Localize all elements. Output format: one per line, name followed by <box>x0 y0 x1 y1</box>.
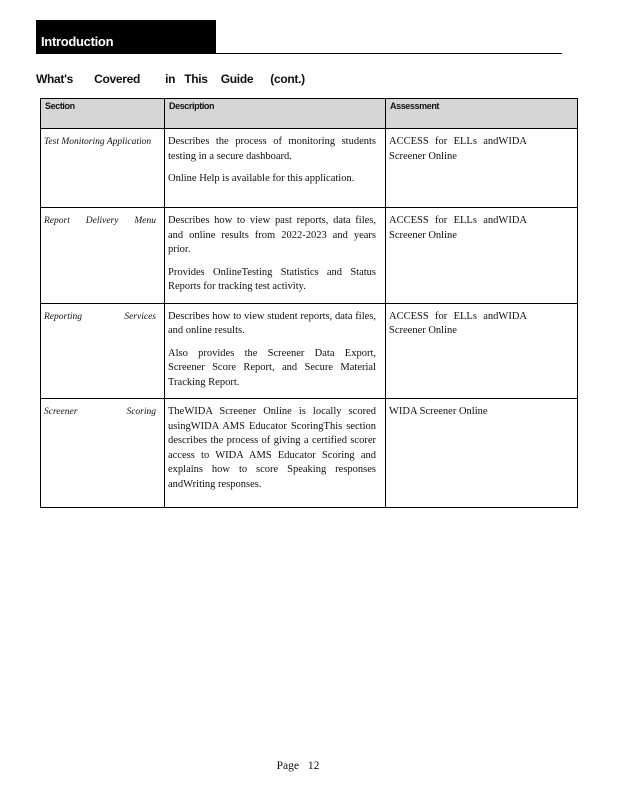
section-header: Introduction <box>36 20 216 54</box>
description-paragraph: Describes the process of monitoring students testing in a secure dashboard. <box>168 136 376 162</box>
subtitle-word: (cont.) <box>270 72 305 86</box>
table-row <box>41 399 578 508</box>
description-paragraph: Also provides the Screener Data Export, Screener Score Report, and Secure Material Tracking Report. <box>168 347 376 388</box>
description-cell <box>165 129 386 208</box>
description-cell <box>165 303 386 399</box>
description-paragraph: Describes how to view past reports, data files, and online results from 2022-2023 and years prior. <box>168 215 376 255</box>
assessment-cell: WIDA Screener Online <box>386 399 578 508</box>
section-cell: Test Monitoring Application <box>41 129 165 208</box>
assessment-cell: ACCESS for ELLs andWIDA Screener Online <box>386 129 578 208</box>
table-header-row <box>41 99 578 129</box>
subtitle-word: Covered <box>94 72 141 86</box>
description-paragraph: TheWIDA Screener Online is locally scored usingWIDA AMS Educator ScoringThis section describes the process of giving a certified scorer access to WIDA AMS Educator Scoring and explains how to score Speaking responses andWriting responses. <box>168 406 376 490</box>
table-row <box>41 303 578 399</box>
column-header-description: Description <box>165 99 386 129</box>
guide-table <box>40 98 578 508</box>
table-row <box>41 208 578 304</box>
description-paragraph: Describes how to view student reports, data files, and online results. <box>168 310 376 336</box>
page-number-value: 12 <box>307 760 320 772</box>
section-cell: Report Delivery Menu <box>41 208 165 304</box>
column-header-section: Section <box>41 99 165 129</box>
column-header-assessment: Assessment <box>386 99 578 129</box>
section-cell: Screener Scoring <box>41 399 165 508</box>
page-subtitle <box>36 72 305 86</box>
section-cell: Reporting Services <box>41 303 165 399</box>
subtitle-word: Guide <box>220 72 254 86</box>
page-label: Page <box>276 760 299 772</box>
header-rule <box>216 53 562 54</box>
assessment-cell: ACCESS for ELLs andWIDA Screener Online <box>386 208 578 304</box>
description-cell <box>165 208 386 304</box>
description-cell <box>165 399 386 508</box>
description-paragraph: Online Help is available for this application. <box>168 173 355 184</box>
table-row <box>41 129 578 208</box>
assessment-cell: ACCESS for ELLs andWIDA Screener Online <box>386 303 578 399</box>
subtitle-word: in <box>165 72 176 86</box>
description-paragraph: Provides OnlineTesting Statistics and Status Reports for tracking test activity. <box>168 266 376 292</box>
subtitle-word: This <box>184 72 208 86</box>
page-number <box>0 760 596 772</box>
subtitle-word: What's <box>36 72 74 86</box>
